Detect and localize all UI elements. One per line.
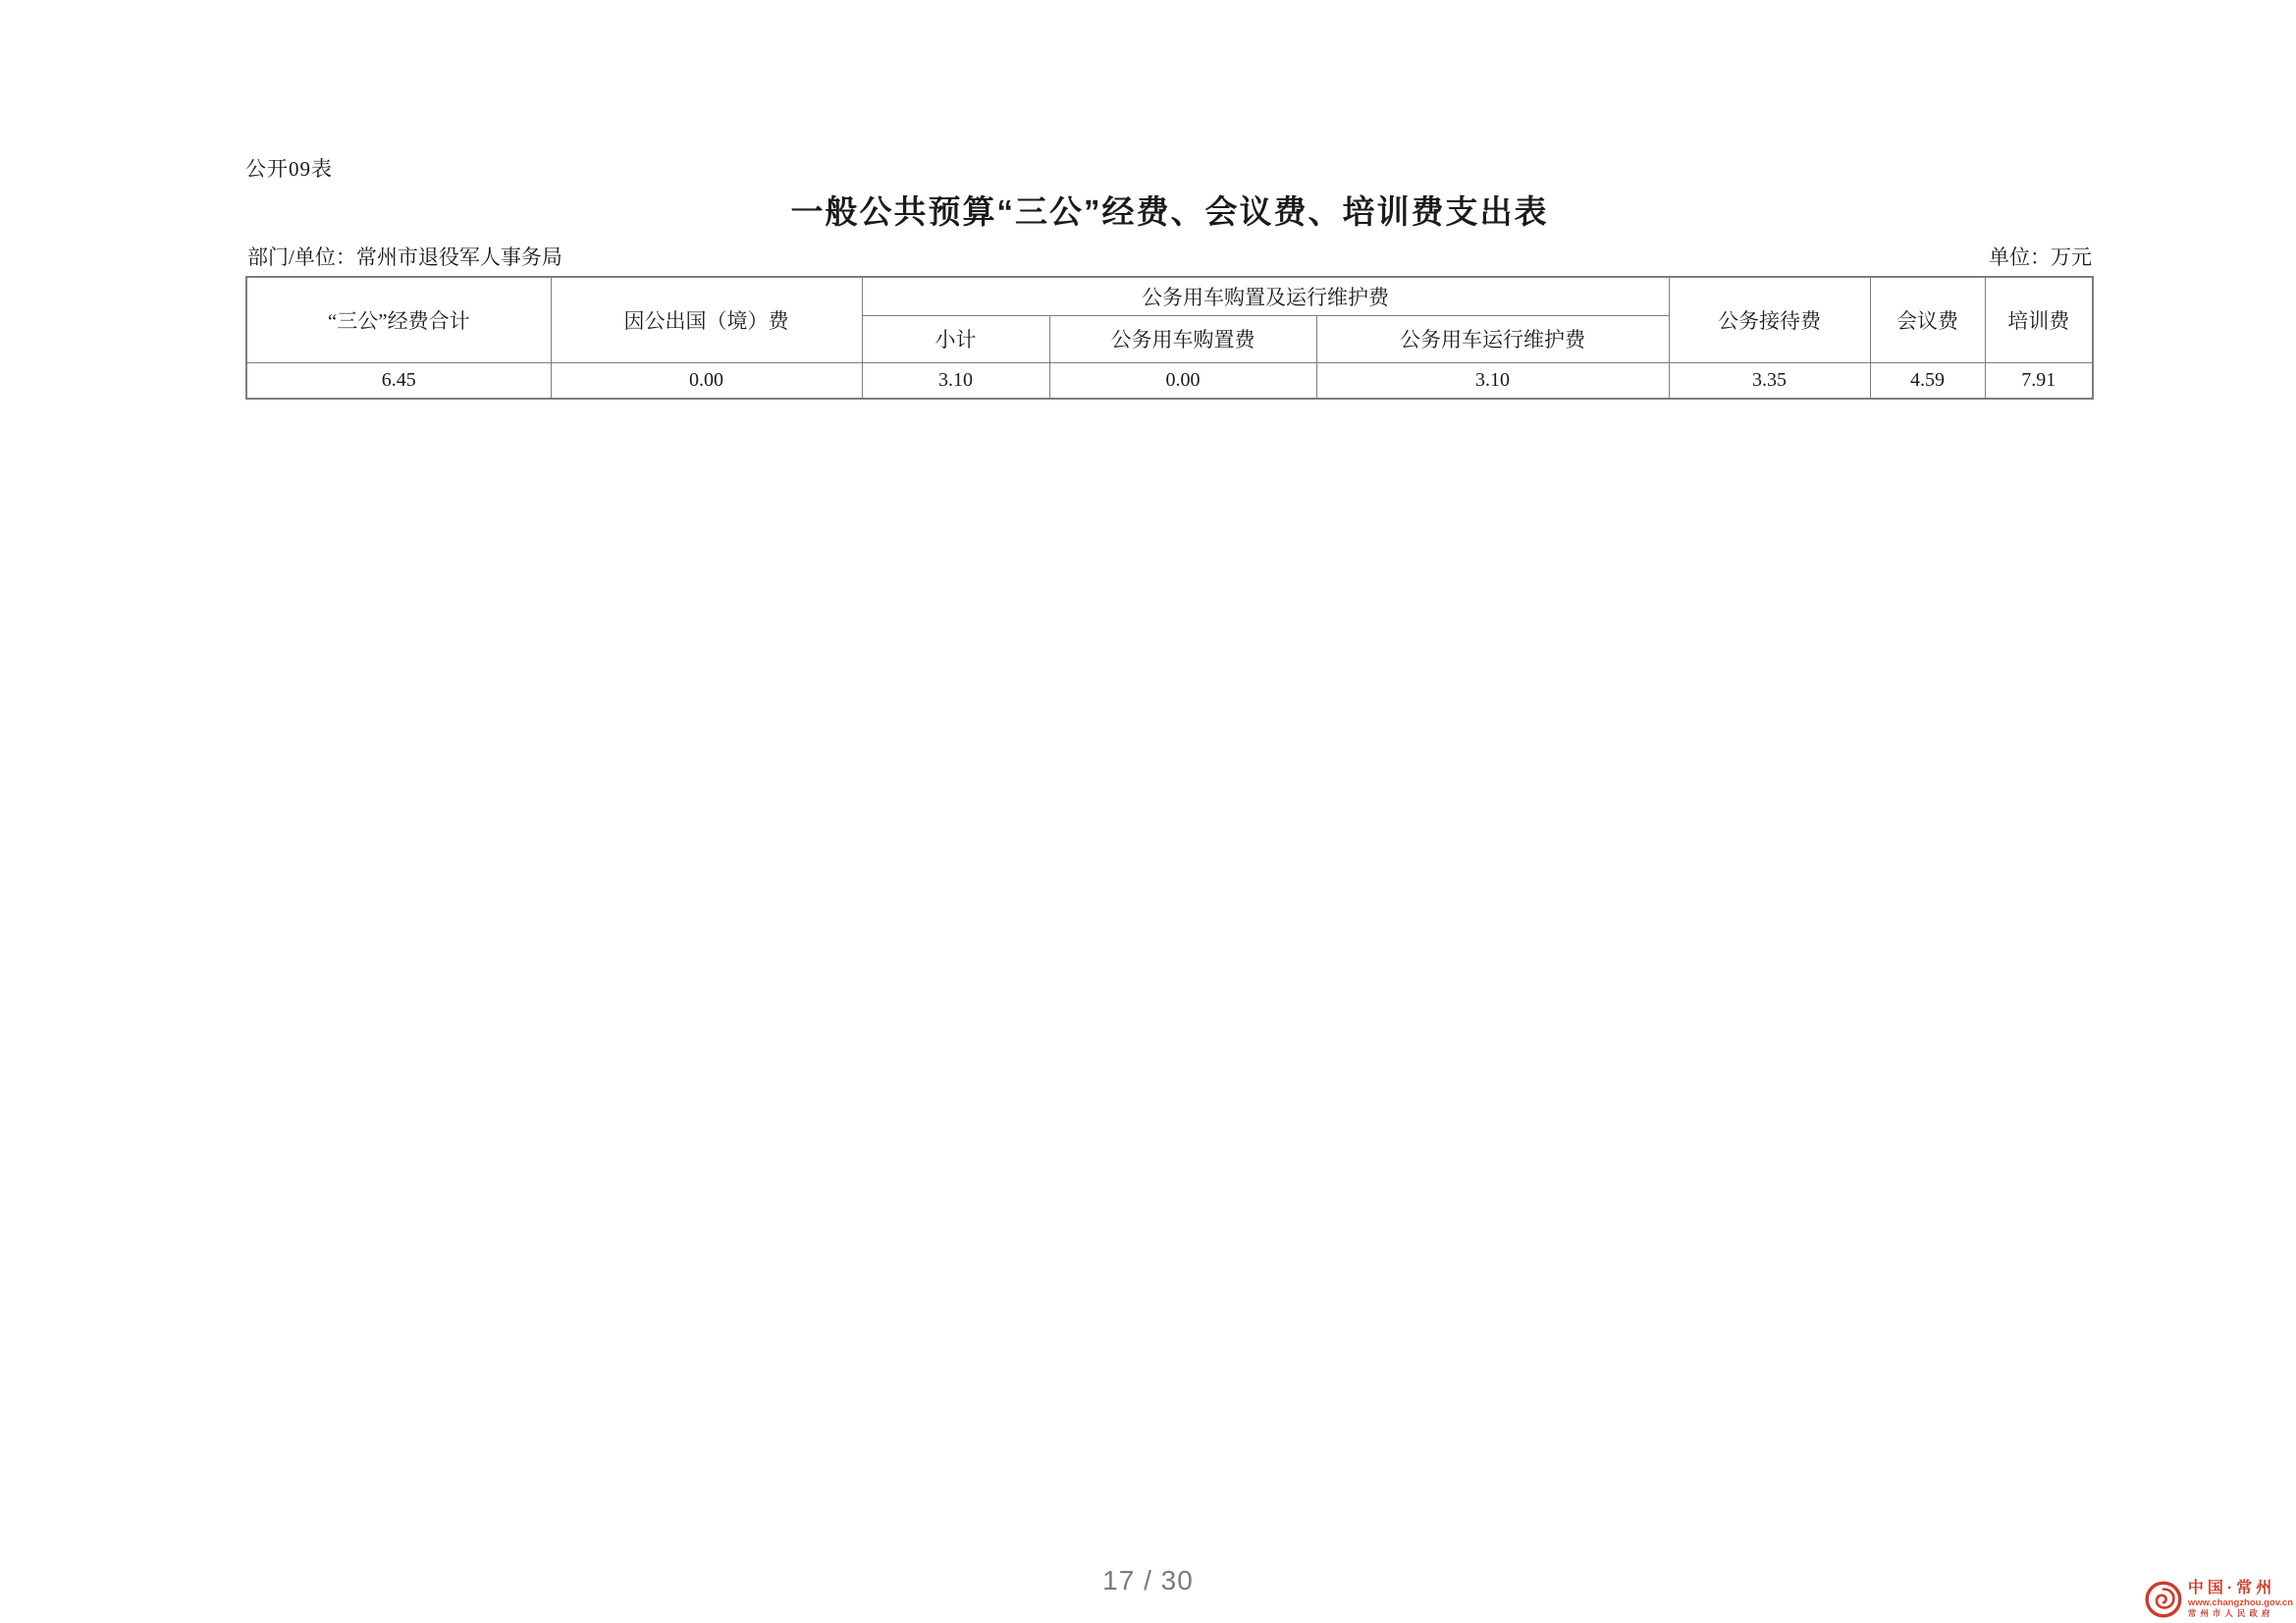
value-training: 7.91	[1985, 362, 2093, 399]
logo-org-name: 常州市人民政府	[2187, 1607, 2274, 1618]
page-number-indicator: 17 / 30	[1102, 1565, 1194, 1596]
logo-title: 中国·常州	[2187, 1580, 2276, 1597]
header-cell-training: 培训费	[1985, 277, 2093, 362]
header-cell-abroad: 因公出国（境）费	[551, 277, 862, 362]
budget-table	[245, 276, 2094, 400]
header-cell-total: “三公”经费合计	[246, 277, 551, 362]
header-cell-reception: 公务接待费	[1669, 277, 1870, 362]
header-cell-vehicle-group: 公务用车购置及运行维护费	[862, 277, 1669, 315]
value-vehicle-subtotal: 3.10	[862, 362, 1049, 399]
logo-text-block	[2188, 1580, 2293, 1618]
header-cell-vehicle-maintenance: 公务用车运行维护费	[1316, 315, 1669, 362]
value-vehicle-purchase: 0.00	[1049, 362, 1316, 399]
header-cell-meeting: 会议费	[1870, 277, 1985, 362]
header-cell-vehicle-purchase: 公务用车购置费	[1049, 315, 1316, 362]
value-reception: 3.35	[1669, 362, 1870, 399]
page-title: 一般公共预算“三公”经费、会议费、培训费支出表	[790, 193, 1549, 230]
logo-website: www.changzhou.gov.cn	[2187, 1596, 2293, 1608]
form-number-label: 公开09表	[245, 157, 333, 181]
value-meeting: 4.59	[1870, 362, 1985, 399]
value-total: 6.45	[246, 362, 551, 399]
value-abroad: 0.00	[551, 362, 862, 399]
table-meta-row	[247, 242, 2092, 271]
unit-label: 单位：万元	[1989, 245, 2092, 269]
value-vehicle-maintenance: 3.10	[1316, 362, 1669, 399]
department-label: 部门/单位：常州市退役军人事务局	[247, 245, 562, 269]
header-cell-vehicle-subtotal: 小计	[862, 315, 1049, 362]
table-row	[246, 362, 2093, 399]
changzhou-seal-icon	[2144, 1580, 2183, 1619]
changzhou-gov-logo	[2144, 1580, 2293, 1619]
